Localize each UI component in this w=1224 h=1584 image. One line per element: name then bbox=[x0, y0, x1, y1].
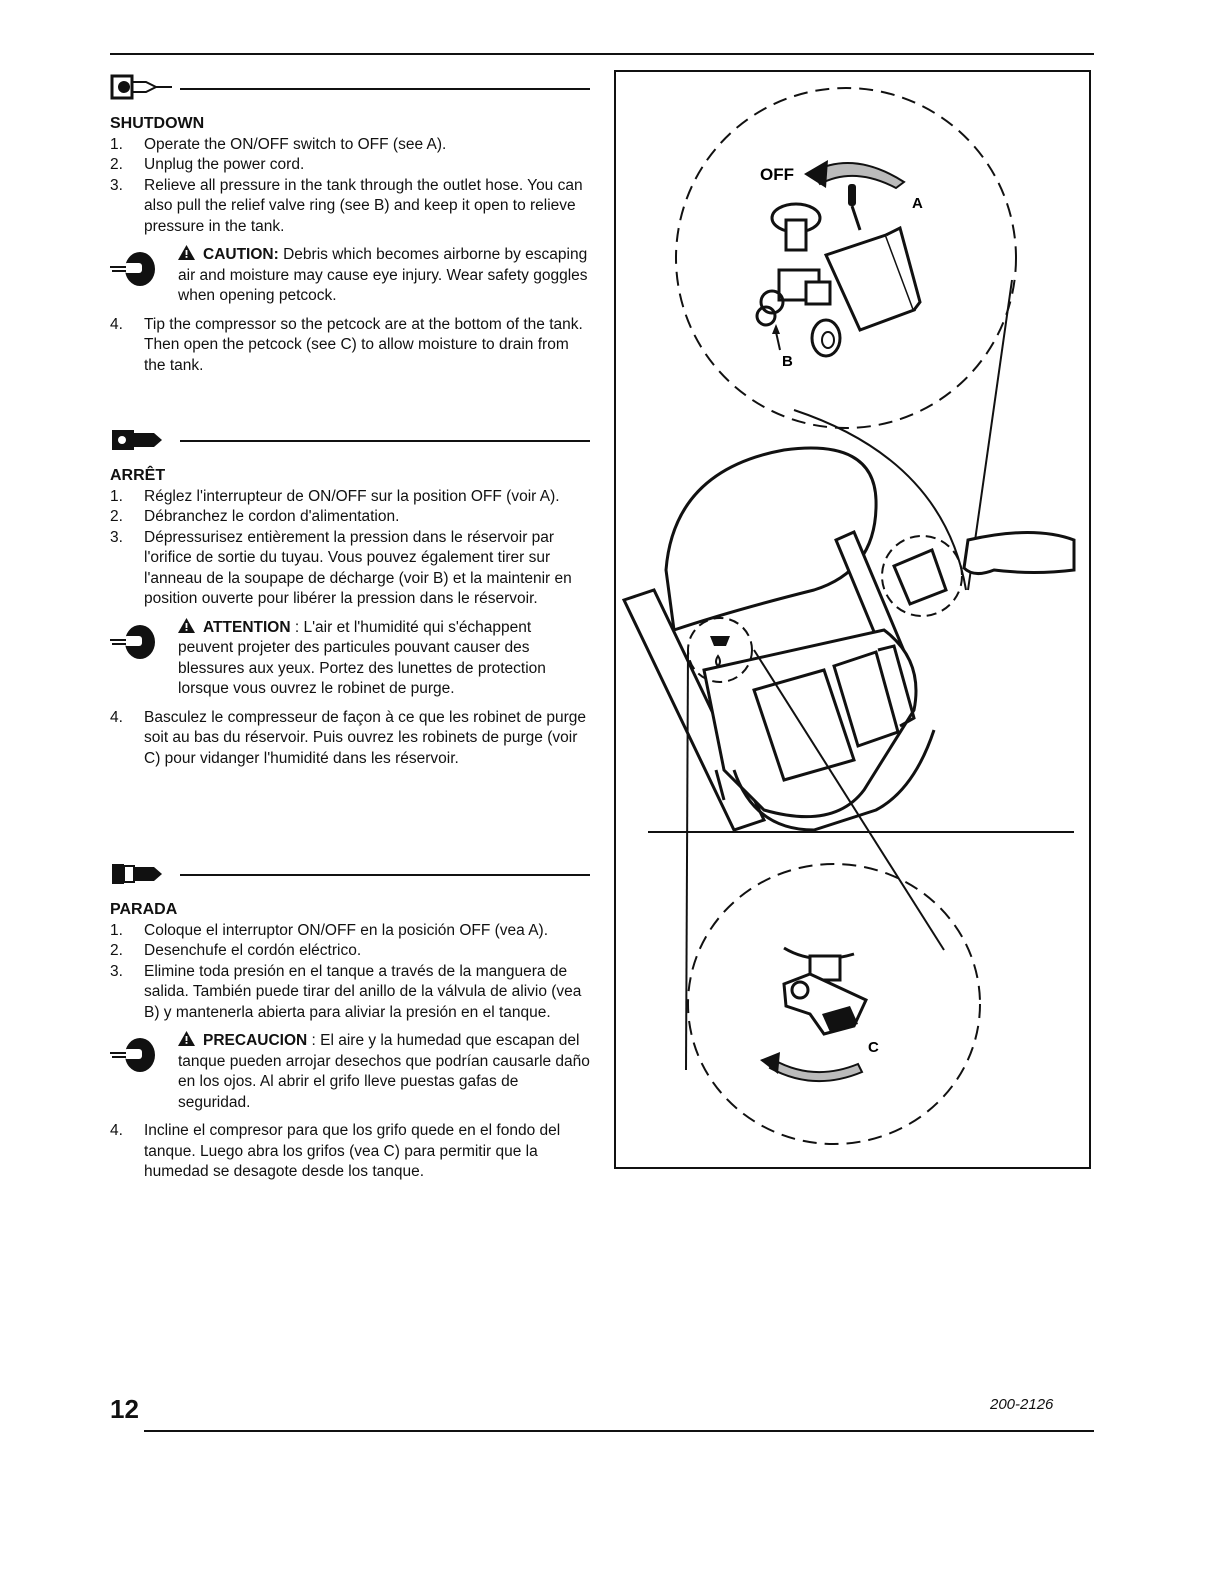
compressor-illustration bbox=[614, 70, 1092, 1170]
safety-goggles-icon bbox=[110, 249, 160, 289]
section-arret bbox=[110, 418, 590, 769]
warning-text: : L'air et l'humidité qui s'échappent peuvent projeter des particules pouvant causer des blessures aux yeux. Portez des lunettes de protection lorsque vous ouvrez le robinet de purge. bbox=[178, 618, 546, 697]
list-item: 3. Elimine toda presión en el tanque a través de la manguera de salida. También puede tirar del anillo de la válvula de alivio (vea B) y mantenerla abierta para aliviar la presión en el tanque. bbox=[110, 962, 582, 1021]
section-divider bbox=[180, 874, 590, 876]
warning-text: Debris which becomes airborne by escaping air and moisture may cause eye injury. Wear safety goggles when opening petcock. bbox=[178, 246, 588, 304]
page-number: 12 bbox=[110, 1394, 139, 1424]
top-rule bbox=[110, 53, 1094, 55]
section-title: ARRÊT bbox=[110, 467, 166, 484]
section-header bbox=[110, 852, 590, 896]
plug-es-icon bbox=[110, 858, 172, 888]
plug-in-icon bbox=[110, 72, 172, 102]
section-header bbox=[110, 418, 590, 462]
warning-label: PRECAUCION bbox=[203, 1032, 308, 1049]
list-item: 4. Tip the compressor so the petcock are at the bottom of the tank. Then open the petcock (see C) to allow moisture to drain from the tank. bbox=[110, 315, 583, 374]
list-item: 4. Incline el compresor para que los grifo quede en el fondo del tanque. Luego abra los grifos (vea C) para permitir que la humedad se desagote desde los tanque. bbox=[110, 1122, 561, 1180]
warning-text: : El aire y la humedad que escapan del tanque pueden arrojar desechos que podrían causarle daño en los ojos. Al abrir el grifo lleve puestas gafas de seguridad. bbox=[178, 1032, 590, 1111]
section-parada bbox=[110, 852, 590, 1183]
safety-goggles-icon bbox=[110, 1035, 160, 1075]
list-item: 1. Operate the ON/OFF switch to OFF (see A). bbox=[110, 135, 447, 153]
bottom-rule bbox=[144, 1430, 1094, 1432]
label-a: A bbox=[912, 195, 923, 212]
list-item: 3. Dépressurisez entièrement la pression dans le réservoir par l'orifice de sortie du tuyau. Vous pouvez également tirer sur l'anneau de la soupape de décharge (voir B) et la maintenir en position ouverte pour libérer la pression dans le réservoir. bbox=[110, 528, 572, 607]
label-b: B bbox=[782, 353, 793, 370]
section-title: SHUTDOWN bbox=[110, 115, 205, 132]
steps-list bbox=[110, 487, 590, 610]
list-item: 1. Réglez l'interrupteur de ON/OFF sur la position OFF (voir A). bbox=[110, 487, 560, 505]
off-label: OFF bbox=[760, 165, 794, 184]
plug-fr-icon bbox=[110, 424, 172, 454]
list-item: 1. Coloque el interruptor ON/OFF en la posición OFF (vea A). bbox=[110, 921, 549, 939]
list-item: 2. Débranchez le cordon d'alimentation. bbox=[110, 508, 400, 525]
warning-block bbox=[110, 245, 590, 307]
steps-list bbox=[110, 708, 590, 770]
section-header bbox=[110, 66, 590, 110]
list-item: 3. Relieve all pressure in the tank through the outlet hose. You can also pull the relief valve ring (see B) and keep it open to relieve pressure in the tank. bbox=[110, 176, 583, 235]
warning-label: ATTENTION bbox=[203, 618, 291, 636]
section-divider bbox=[180, 440, 590, 442]
warning-block bbox=[110, 618, 590, 700]
list-item: 4. Basculez le compresseur de façon à ce que les robinet de purge soit au bas du réservoir. Puis ouvrez les robinets de purge (voir C) pour vidanger l'humidité dans les réservoir. bbox=[110, 708, 587, 767]
warning-triangle-icon bbox=[178, 245, 195, 260]
warning-block bbox=[110, 1031, 590, 1113]
document-number: 200-2126 bbox=[990, 1396, 1054, 1413]
steps-list bbox=[110, 315, 590, 377]
list-item: 2. Unplug the power cord. bbox=[110, 156, 305, 173]
section-shutdown bbox=[110, 66, 590, 376]
section-title: PARADA bbox=[110, 901, 178, 918]
steps-list bbox=[110, 135, 590, 238]
safety-goggles-icon bbox=[110, 622, 160, 662]
label-c: C bbox=[868, 1039, 879, 1056]
warning-label: CAUTION: bbox=[203, 246, 279, 263]
steps-list bbox=[110, 921, 590, 1024]
list-item: 2. Desenchufe el cordón eléctrico. bbox=[110, 942, 362, 959]
warning-triangle-icon bbox=[178, 1031, 195, 1046]
section-divider bbox=[180, 88, 590, 90]
warning-triangle-icon bbox=[178, 618, 195, 633]
steps-list bbox=[110, 1121, 590, 1183]
